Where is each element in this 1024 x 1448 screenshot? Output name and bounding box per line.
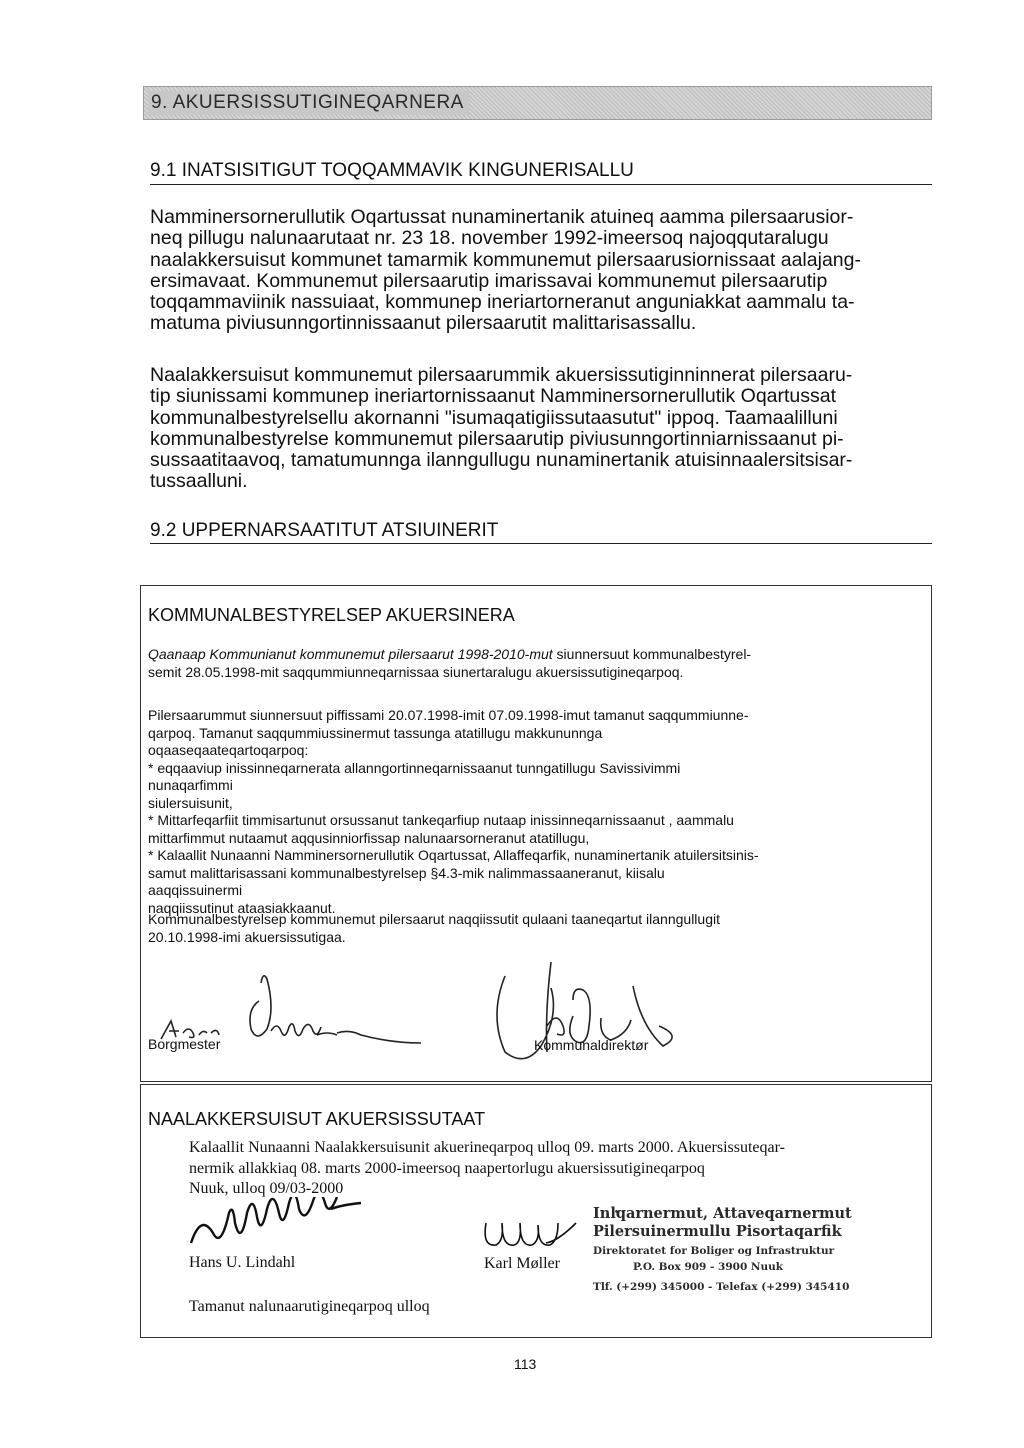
paragraph-line: naalakkersuisut kommunet tamarmik kommunemut pilersaarusiornissaat aalajang- xyxy=(150,248,861,271)
mayor-label: Borgmester xyxy=(148,1036,221,1052)
box-paragraph-1 xyxy=(148,646,760,681)
municipal-approval-box xyxy=(140,585,932,1082)
paragraph-line-rest: siunnersuut kommunalbestyrel- xyxy=(552,646,752,662)
paragraph-line: matuma piviusunngortinnissaanut pilersaarutit malittarisassallu. xyxy=(150,312,697,335)
paragraph-line: Kommunalbestyrelsep kommunemut pilersaarut naqqiissutit qulaani taaneqartut ilanngullugit xyxy=(148,911,720,927)
mayor-signature xyxy=(141,961,441,1071)
approval-paragraph xyxy=(189,1137,929,1179)
paragraph-line: * Mittarfeqarfiit timmisartunut orsussanut tankeqarfiup nutaap inissinneqarnissaanut , aammalu xyxy=(148,812,734,828)
minister-signature xyxy=(181,1197,411,1257)
paragraph-line: * Kalaallit Nunaanni Namminersornerullutik Oqartussat, Allaffeqarfik, nunaminertanik atuilersitsinis- xyxy=(148,847,759,863)
paragraph-line: * eqqaaviup inissinneqarnerata allanngortinneqarnissaanut tunngatillugu Savissivimmi nunaqarfimmi xyxy=(148,759,681,793)
minister-name: Hans U. Lindahl xyxy=(189,1254,296,1271)
plan-title-italic: Qaanaap Kommunianut kommunemut pilersaarut 1998-2010-mut xyxy=(148,646,553,662)
paragraph-line: neq pillugu nalunaarutaat nr. 23 18. november 1992-imeersoq najoqqutaralugu xyxy=(150,227,829,250)
paragraph-line: siulersuisunit, xyxy=(148,794,233,811)
paragraph-line: ersimavaat. Kommunemut pilersaarutip imarissavai kommunemut pilersaarutip xyxy=(150,269,828,292)
stamp-line: Tlf. (+299) 345000 - Telefax (+299) 345410 xyxy=(593,1281,850,1293)
page-number: 113 xyxy=(514,1356,537,1372)
paragraph-line: samut malittarisassani kommunalbestyrelsep §4.3-mik nalimmassaaneranut, kiisalu aaqqissuinermi xyxy=(148,864,665,898)
box-paragraph-3 xyxy=(148,911,760,946)
paragraph-2 xyxy=(150,365,930,493)
subsection-rule xyxy=(150,543,932,544)
paragraph-line: Kalaallit Nunaanni Naalakkersuisunit akuerineqarpoq ulloq 09. marts 2000. Akuersissuteqar- xyxy=(189,1139,785,1156)
official-stamp xyxy=(593,1205,929,1295)
subsection-title-9-2: 9.2 UPPERNARSAATITUT ATSIUINERIT xyxy=(150,520,499,541)
director-label: Kommunaldirektør xyxy=(534,1037,649,1053)
box-title: KOMMUNALBESTYRELSEP AKUERSINERA xyxy=(148,605,515,625)
box-paragraph-2 xyxy=(148,707,760,917)
box-title: NAALAKKERSUISUT AKUERSISSUTAAT xyxy=(148,1109,486,1129)
paragraph-line: Pilersaarummut siunnersuut piffissami 20.07.1998-imit 07.09.1998-imut tamanut saqqummiunne- xyxy=(148,707,749,723)
paragraph-line: semit 28.05.1998-mit saqqummiunneqarnissaa siunertaralugu akuersissutigineqarpoq. xyxy=(148,663,684,680)
paragraph-line: 20.10.1998-imi akuersissutigaa. xyxy=(148,928,346,945)
paragraph-line: kommunalbestyrelsellu akornanni "isumaqatigiissutaasutut" ippoq. Taamaalilluni xyxy=(150,406,838,429)
paragraph-line: qarpoq. Tamanut saqqummiussinermut tassunga atatillugu makkununnga oqaaseqaateqartoqarpoq: xyxy=(148,724,603,758)
director-signature xyxy=(481,956,721,1076)
official-name: Karl Møller xyxy=(484,1255,560,1272)
paragraph-line xyxy=(148,646,760,664)
paragraph-line: tussaalluni. xyxy=(150,470,248,493)
paragraph-line: kommunalbestyrelse kommunemut pilersaarutip piviusunngortinniarnissaanut pi- xyxy=(150,427,844,450)
official-signature xyxy=(476,1203,596,1253)
chapter-banner xyxy=(143,86,932,120)
subsection-title-9-1: 9.1 INATSISITIGUT TOQQAMMAVIK KINGUNERISALLU xyxy=(150,160,634,181)
paragraph-line: Naalakkersuisut kommunemut pilersaarummik akuersissutiginninnerat pilersaaru- xyxy=(150,364,853,386)
subsection-rule xyxy=(150,184,932,185)
publication-note: Tamanut nalunaarutigineqarpoq ulloq xyxy=(189,1298,430,1315)
paragraph-line: nermik allakkiaq 08. marts 2000-imeersoq naapertorlugu akuersissutigineqarpoq xyxy=(189,1160,705,1177)
stamp-line: Pilersuinermullu Pisortaqarfik xyxy=(593,1223,842,1240)
stamp-line: P.O. Box 909 - 3900 Nuuk xyxy=(633,1261,784,1273)
stamp-line: Direktoratet for Boliger og Infrastruktur xyxy=(593,1245,835,1257)
paragraph-line: sussaatitaavoq, tamatumunnga ilanngullugu nunaminertanik atuisinnaalersitsisar- xyxy=(150,449,853,472)
paragraph-line: Namminersornerullutik Oqartussat nunaminertanik atuineq aamma pilersaarusior- xyxy=(150,206,854,228)
paragraph-line: mittarfimmut nutaamut aqqusinniorfissap nalunaarsorneranut atatillugu, xyxy=(148,829,590,846)
chapter-heading: 9. AKUERSISSUTIGINEQARNERA xyxy=(148,91,469,115)
paragraph-line: tip siunissami kommunep ineriartornissaanut Namminersornerullutik Oqartussat xyxy=(150,385,837,408)
paragraph-line: naqqiissutinut ataasiakkaanut. xyxy=(148,899,336,916)
paragraph-line: toqqammaviinik nassuiaat, kommunep ineriartorneranut anguniakkat aammalu ta- xyxy=(150,291,855,314)
place-date: Nuuk, ulloq 09/03-2000 xyxy=(189,1180,344,1197)
government-approval-box xyxy=(140,1084,932,1338)
paragraph-1 xyxy=(150,207,930,335)
stamp-line: Inŀqarnermut, Attaveqarnermut xyxy=(593,1205,852,1222)
